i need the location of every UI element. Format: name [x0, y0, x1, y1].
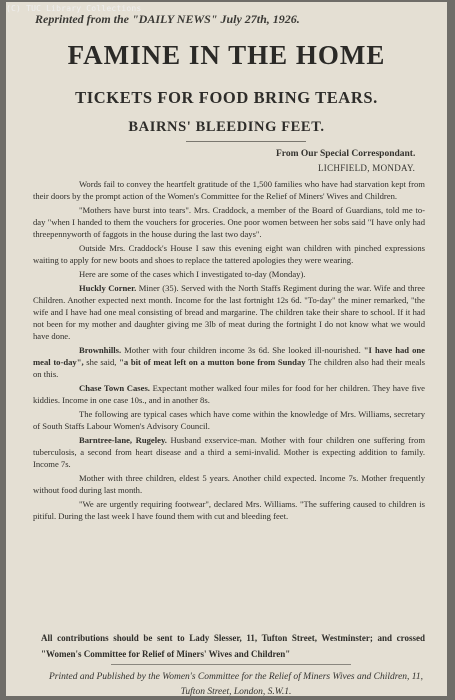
title-divider [186, 141, 306, 142]
dateline: LICHFIELD, MONDAY. [318, 163, 416, 173]
case-text-brownhills-a: Mother with four children income 3s 6d. She looked ill-nourished. [121, 345, 364, 355]
paragraph-barntree-lane [33, 434, 425, 470]
paragraph-tears: "Mothers have burst into tears". Mrs. Craddock, a member of the Board of Guardians, told me to-day "when I handed to them the vouchers for groceries. One poor women between her sobs said "I have only had threepennyworth of faggots in the house during the last two days". [33, 205, 425, 239]
article-body [33, 178, 425, 522]
reprint-notice: Reprinted from the "DAILY NEWS" July 27th, 1926. [35, 12, 300, 26]
quote-mutton-bone: "a bit of meat left on a mutton bone from Sunday [119, 357, 306, 367]
case-lead-huckly: Huckly Corner. [79, 283, 137, 293]
quote-one-meal: "I have had one meal to-day", [33, 345, 425, 367]
subheadline-bairns: BAIRNS' BLEEDING FEET. [128, 119, 325, 135]
footer-divider [111, 664, 351, 665]
paragraph-brownhills [33, 344, 425, 380]
paragraph-boots: Outside Mrs. Craddock's House I saw this evening eight wan children with pinched expressions waiting to apply for new boots and shoes to replace the tattered apologies they were wearing. [33, 243, 425, 265]
case-text-huckly: Miner (35). Served with the North Staffs Regiment during the war. Wife and three Children. Another expected next month. Income for the last fortnight 12s 6d. "To-day" the miner remarked, "the wife and I have had one meal consisting of bread and margarine. The children take their share to school. If it had not been for my mother and daughter giving me 3lb of meat during the fortnight I do not know what we would have done. [33, 283, 425, 341]
case-text-chase-town: Expectant mother walked four miles for food for her children. They have five kiddies. Income in one case 10s., and in another 8s. [33, 383, 425, 405]
case-text-brownhills-b: she said, [83, 357, 120, 367]
paragraph-gratitude: Words fail to convey the heartfelt gratitude of the 1,500 families who have had starvation kept from their doors by the prompt action of the Women's Committee for the Relief of Miners' Wives and Children. [33, 179, 425, 201]
headline: FAMINE IN THE HOME [67, 40, 386, 70]
copyright-watermark: (C) TUC Library Collections [6, 4, 142, 13]
case-lead-brownhills: Brownhills. [79, 345, 122, 355]
contributions-notice: All contributions should be sent to Lady Slesser, 11, Tufton Street, Westminster; and crossed "Women's Committee for Relief of Miners' Wives and Children" [41, 633, 425, 659]
case-text-brownhills-c: The children also had their meals on this. [33, 357, 425, 379]
paragraph-huckly-corner [33, 282, 425, 342]
leaflet-page [6, 2, 447, 696]
paragraph-chase-town [33, 382, 425, 406]
case-lead-chase-town: Chase Town Cases. [79, 383, 150, 393]
paragraph-footwear: "We are urgently requiring footwear", declared Mrs. Williams. "The suffering caused to children is pitiful. During the last week I have found them with cut and bleeding feet. [33, 499, 425, 521]
case-lead-barntree: Barntree-lane, Rugeley. [79, 435, 167, 445]
case-text-barntree: Husband exservice-man. Mother with four children one suffering from tuberculosis, a second from heart disease and a third a semi-invalid. Mother is expecting addition to family. Income 7s. [33, 435, 426, 469]
publisher-footer: Printed and Published by the Women's Committee for the Relief of Miners Wives and Children, 11, Tufton Street, London, S.W.1. [49, 672, 423, 696]
paragraph-three-children: Mother with three children, eldest 5 years. Another child expected. Income 7s. Mother frequently without food during last month. [33, 473, 425, 495]
correspondent-byline: From Our Special Correspondant. [276, 149, 416, 159]
paragraph-cases-intro: Here are some of the cases which I investigated to-day (Monday). [79, 269, 306, 279]
paragraph-typical-cases: The following are typical cases which have come within the knowledge of Mrs. Williams, secretary of South Staffs Labour Women's Advisory Council. [33, 409, 425, 431]
subheadline-tickets: TICKETS FOR FOOD BRING TEARS. [75, 88, 378, 107]
